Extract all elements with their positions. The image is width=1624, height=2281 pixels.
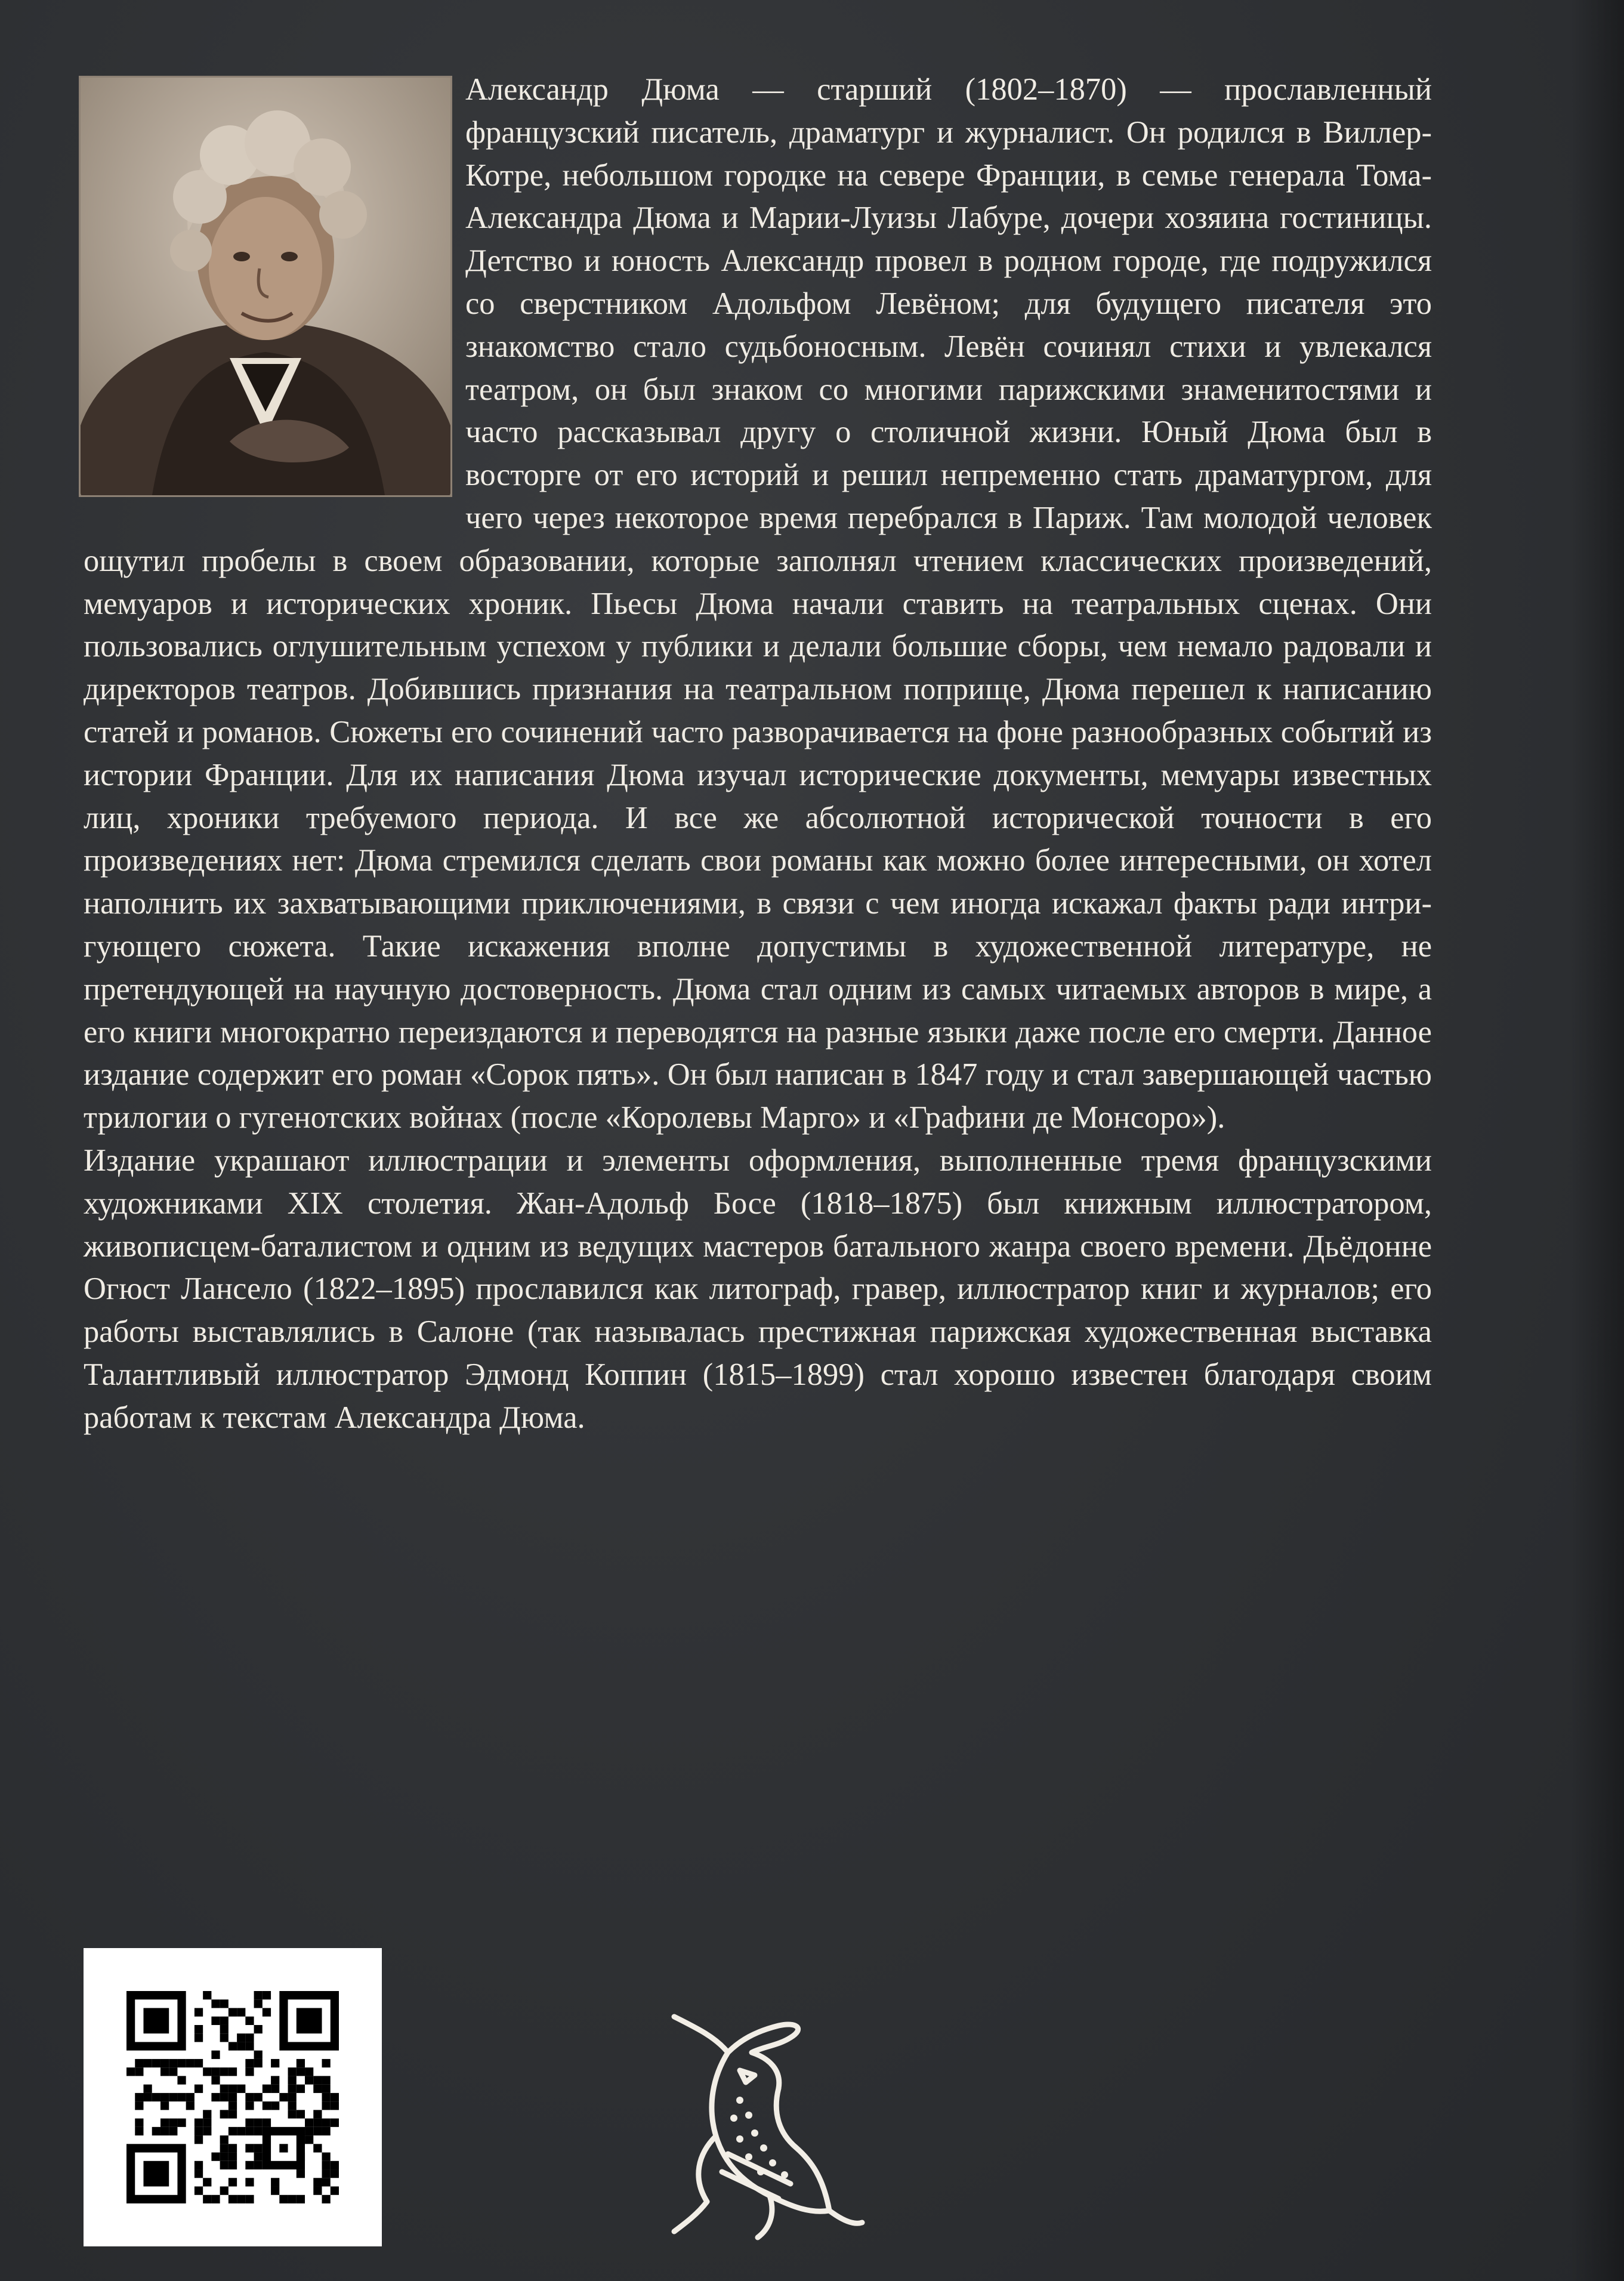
cover-edge-shadow <box>1570 0 1624 2281</box>
author-portrait-photo <box>81 78 450 495</box>
annotation-paragraph-2: Издание украшают иллюстрации и элементы оформления, выполненные тремя французскими художниками XIX столетия. Жан-Адольф Босе (1818–1875) был книжным иллюстратором, живописцем-баталистом и одним из ведущих мастеров батального жанра своего времени. Дьёдонне Огюст Ланселo (1822–1895) прославился как литограф, гравер, иллюстратор книг и журналов; его работы выставлялись в Салоне (так называлась престижная парижская художественная выставка Талантливый иллюстратор Эдмонд Коппин (1815–1899) стал хорошо известен благодаря своим работам к текстам Александра Дюма. <box>84 1143 1432 1435</box>
qr-code <box>84 1948 382 2246</box>
dragon-emblem-icon <box>650 2005 871 2243</box>
portrait-illustration <box>81 78 450 495</box>
publisher-dragon-logo <box>650 2005 871 2243</box>
qr-code-pattern <box>126 1991 339 2203</box>
annotation-paragraph-1: Александр Дюма — старший (1802–1870) — прославленный французский писатель, драматург и журналист. Он родился в Виллер-Котре, небольшом городке на севере Франции, в семье генерала Тома-Александра Дюма и Марии-Луизы Лабуре, дочери хозяина гостиницы. Детство и юность Александр провел в родном городе, где подружился со сверстником Адольфом Левёном; для будущего писателя это знакомство стало судьбоносным. Левён сочинял стихи и увлекался театром, он был знаком со многими парижскими знаменитостями и часто рассказывал другу о столичной жизни. Юный Дюма был в восторге от его историй и решил непременно стать драматургом, для чего через некоторое время перебрался в Париж. Там молодой человек ощутил пробелы в своем образовании, которые заполнял чтением классических произведений, мемуаров и исторических хроник. Пьесы Дюма начали ставить на театральных сценах. Они пользовались оглушительным успехом у публики и делали большие сборы, чем немало радовали и директоров театров. Добившись признания на театральном поприще, Дюма перешел к написанию статей и романов. Сюжеты его сочинений часто разворачивается на фоне разнообразных событий из истории Франции. Для их написания Дюма изучал исторические документы, мемуары известных лиц, хроники требуемого периода. И все же абсолютной исторической точности в его произведениях нет: Дюма стремился сделать свои романы как можно более интересными, он хотел наполнить их захватывающими приключениями, в связи с чем иногда искажал факты ради интригующего сюжета. Такие искажения вполне допустимы в художественной литературе, не претендующей на научную достоверность. Дюма стал одним из самых читаемых авторов в мире, а его книги многократно переиздаются и переводятся на разные языки даже после его смерти. Данное издание содержит его роман «Сорок пять». Он был написан в 1847 году и стал завершающей частью трилогии о гугенотских войнах (после «Королевы Марго» и «Графини де Монсоро»). <box>84 72 1432 1135</box>
